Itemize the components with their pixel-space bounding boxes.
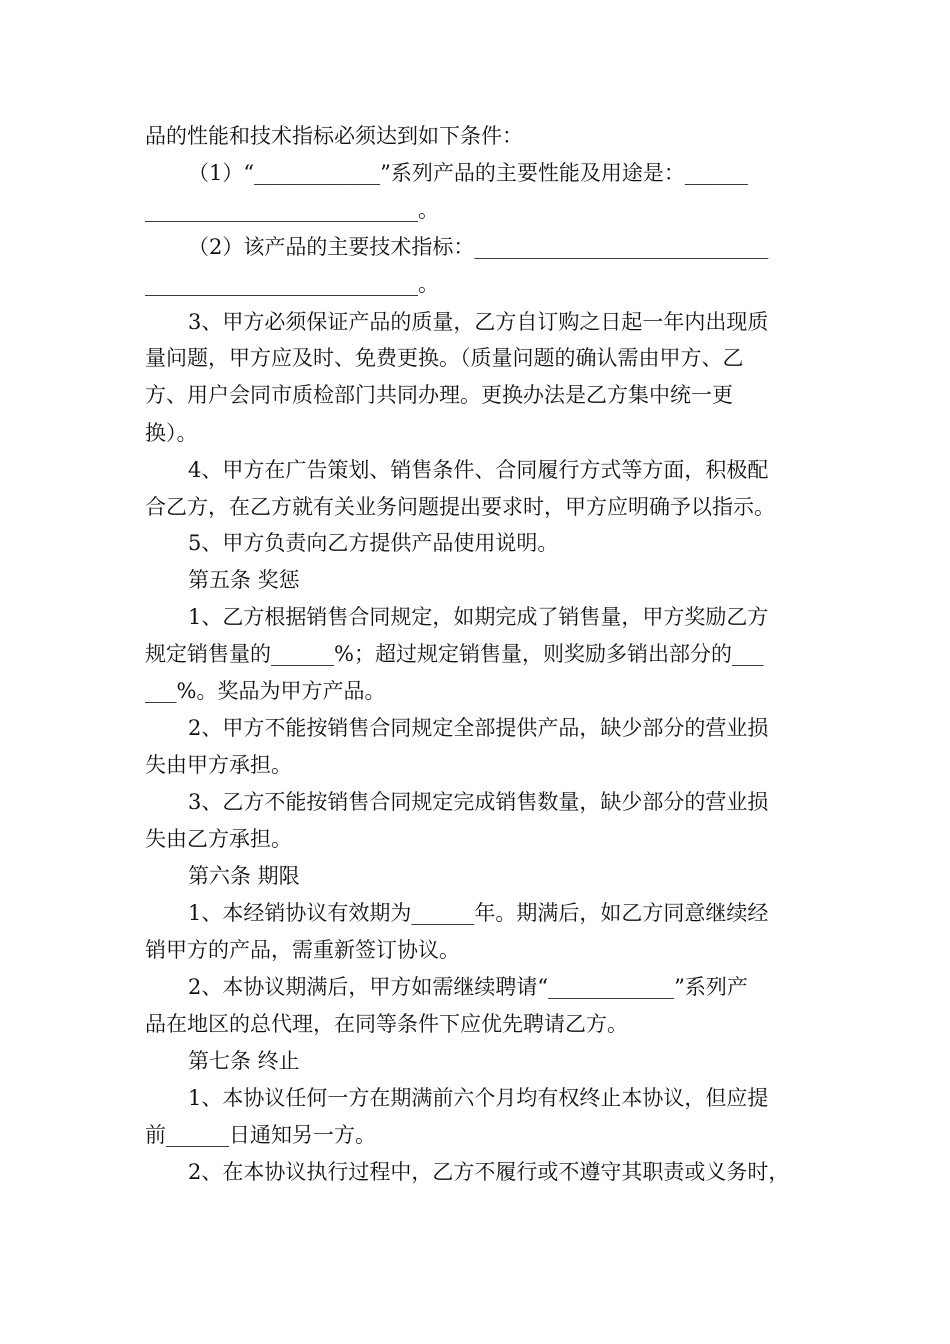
- text-line: 1、乙方根据销售合同规定，如期完成了销售量，甲方奖励乙方: [188, 605, 769, 629]
- text-line: 3、乙方不能按销售合同规定完成销售数量，缺少部分的营业损: [188, 790, 769, 814]
- text-line: （2）该产品的主要技术指标：____________________________: [188, 235, 769, 259]
- section-heading: 第六条 期限: [188, 864, 300, 888]
- text-line: ___%。奖品为甲方产品。: [145, 679, 386, 703]
- text-line: 1、本协议任何一方在期满前六个月均有权终止本协议，但应提: [188, 1086, 769, 1110]
- text-line: 销甲方的产品，需重新签订协议。: [145, 938, 460, 962]
- text-line: 量问题，甲方应及时、免费更换。（质量问题的确认需由甲方、乙: [145, 346, 744, 370]
- text-line: 5、甲方负责向乙方提供产品使用说明。: [188, 531, 559, 555]
- text-line: 前______日通知另一方。: [145, 1123, 376, 1147]
- text-line: __________________________。: [145, 272, 439, 296]
- text-line: 失由乙方承担。: [145, 827, 292, 851]
- text-line: 方、用户会同市质检部门共同办理。更换办法是乙方集中统一更: [145, 383, 733, 407]
- text-line: 1、本经销协议有效期为______年。期满后，如乙方同意继续经: [188, 901, 769, 925]
- text-line: 2、甲方不能按销售合同规定全部提供产品，缺少部分的营业损: [188, 716, 769, 740]
- text-line: （1）“____________”系列产品的主要性能及用途是：______: [188, 161, 748, 185]
- text-line: 4、甲方在广告策划、销售条件、合同履行方式等方面，积极配: [188, 458, 769, 482]
- text-line: 品在地区的总代理，在同等条件下应优先聘请乙方。: [145, 1012, 628, 1036]
- text-line: __________________________。: [145, 198, 439, 222]
- text-line: 合乙方，在乙方就有关业务问题提出要求时，甲方应明确予以指示。: [145, 495, 775, 519]
- text-line: 失由甲方承担。: [145, 753, 292, 777]
- section-heading: 第五条 奖惩: [188, 568, 300, 592]
- text-line: 2、在本协议执行过程中，乙方不履行或不遵守其职责或义务时，: [188, 1160, 790, 1184]
- text-line: 换）。: [145, 421, 198, 445]
- text-line: 规定销售量的______%；超过规定销售量，则奖励多销出部分的___: [145, 642, 764, 666]
- text-line: 品的性能和技术指标必须达到如下条件：: [145, 124, 523, 148]
- text-line: 3、甲方必须保证产品的质量，乙方自订购之日起一年内出现质: [188, 310, 769, 334]
- text-line: 2、本协议期满后，甲方如需继续聘请“____________”系列产: [188, 975, 748, 999]
- section-heading: 第七条 终止: [188, 1049, 300, 1073]
